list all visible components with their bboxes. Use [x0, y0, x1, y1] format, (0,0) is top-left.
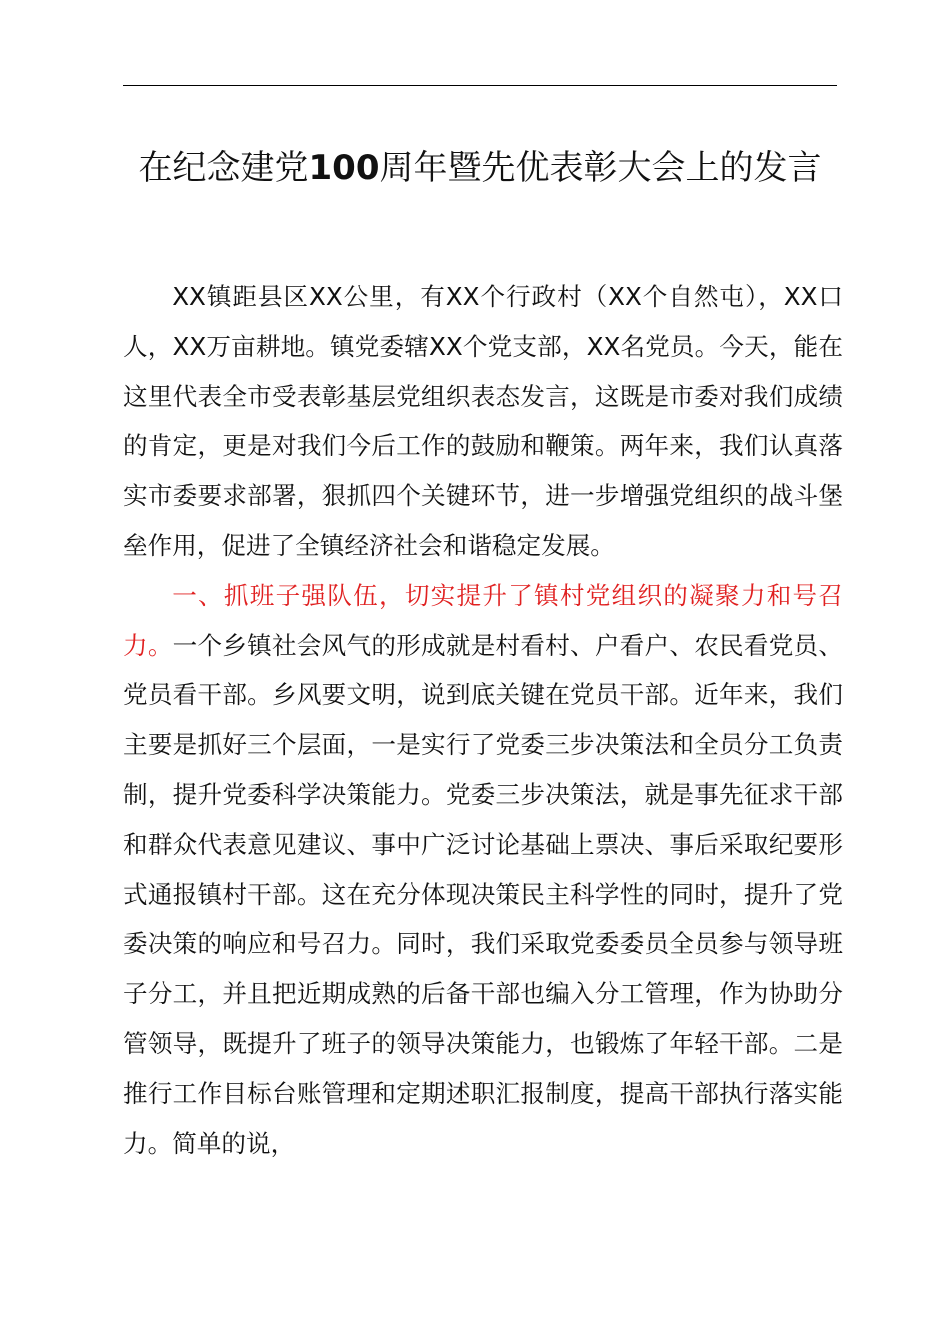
document-body [123, 272, 843, 1168]
document-title [123, 142, 837, 194]
section-one-heading: 一、抓班子强队伍，切实提升了镇村党组织的凝聚力和号召力。 [123, 580, 843, 660]
title-suffix: 周年暨先优表彰大会上的发言 [379, 148, 822, 188]
title-prefix: 在纪念建党 [138, 148, 309, 188]
header-rule [123, 85, 837, 86]
title-number: 100 [308, 148, 380, 188]
section-one-text: 一个乡镇社会风气的形成就是村看村、户看户、农民看党员、党员看干部。乡风要文明，说到底关键在党员干部。近年来，我们主要是抓好三个层面，一是实行了党委三步决策法和全员分工负责制，提升党委科学决策能力。党委三步决策法，就是事先征求干部和群众代表意见建议、事中广泛讨论基础上票决、事后采取纪要形式通报镇村干部。这在充分体现决策民主科学性的同时，提升了党委决策的响应和号召力。同时，我们采取党委委员全员参与领导班子分工，并且把近期成熟的后备干部也编入分工管理，作为协助分管领导，既提升了班子的领导决策能力，也锻炼了年轻干部。二是推行工作目标台账管理和定期述职汇报制度，提高干部执行落实能力。简单的说， [123, 630, 843, 1158]
section-one-paragraph [123, 571, 843, 1169]
intro-paragraph-text: XX镇距县区XX公里，有XX个行政村（XX个自然屯），XX口人，XX万亩耕地。镇党委辖XX个党支部，XX名党员。今天，能在这里代表全市受表彰基层党组织表态发言，这既是市委对我们成绩的肯定，更是对我们今后工作的鼓励和鞭策。两年来，我们认真落实市委要求部署，狠抓四个关键环节，进一步增强党组织的战斗堡垒作用，促进了全镇经济社会和谐稳定发展。 [123, 282, 843, 560]
intro-paragraph [123, 272, 843, 571]
